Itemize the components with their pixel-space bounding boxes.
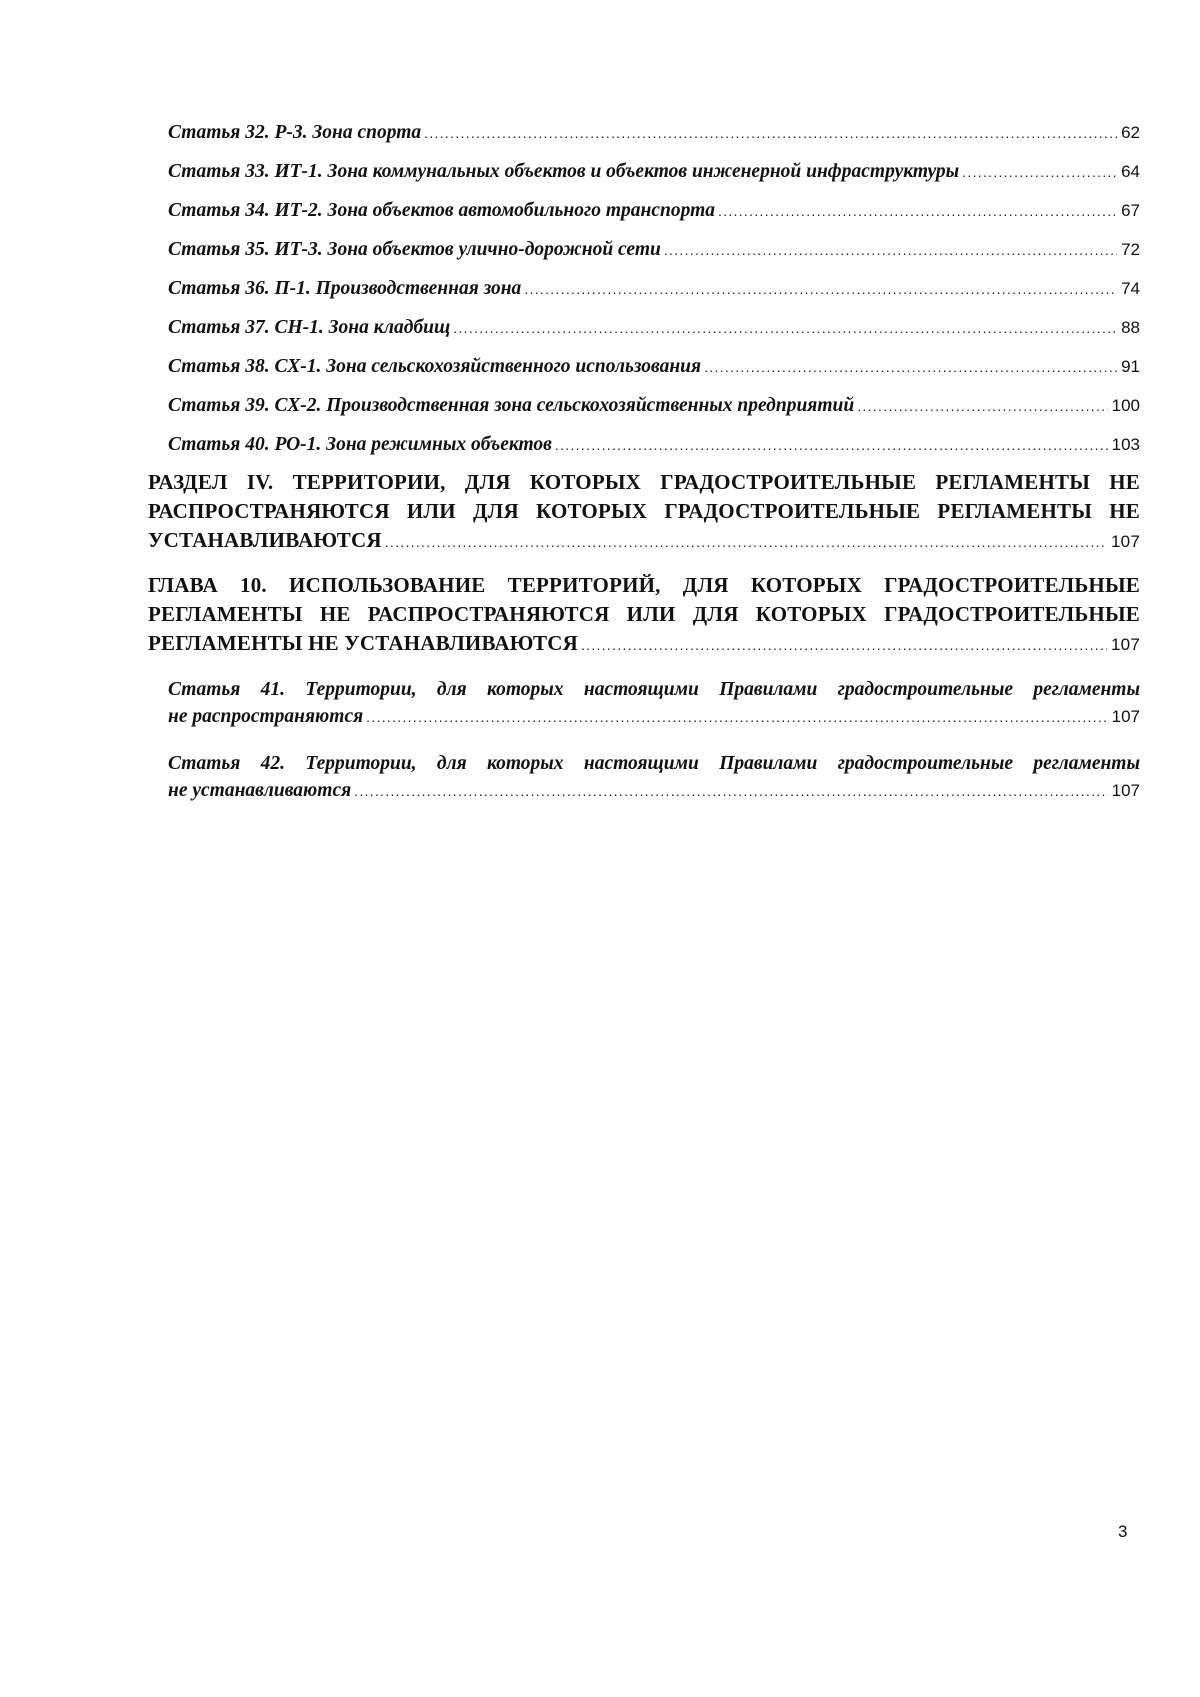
dot-leader xyxy=(555,426,1108,465)
dot-leader xyxy=(664,231,1117,270)
toc-entry-chapter-10[interactable] xyxy=(148,571,1140,670)
toc-entry-page: 64 xyxy=(1121,162,1140,181)
dot-leader xyxy=(385,528,1107,557)
toc-entry-article-33[interactable] xyxy=(148,152,1140,191)
toc-entry-article-34[interactable] xyxy=(148,191,1140,230)
toc-entry-page: 72 xyxy=(1121,240,1140,259)
toc-entry-title: Статья 32. Р-3. Зона спорта xyxy=(168,122,422,143)
toc-entry-article-37[interactable] xyxy=(148,308,1140,347)
dot-leader xyxy=(524,270,1117,309)
toc-entry-title: Статья 33. ИТ-1. Зона коммунальных объектов и объектов инженерной инфраструктуры xyxy=(168,161,960,182)
toc-entry-article-35[interactable] xyxy=(148,230,1140,269)
toc-entry-title-line-1: Статья 41. Территории, для которых настоящими Правилами градостроительные регламенты xyxy=(168,679,1140,700)
dot-leader xyxy=(581,631,1107,660)
dot-leader xyxy=(962,153,1117,192)
toc-entry-page: 100 xyxy=(1111,396,1140,415)
toc-entry-title: Статья 37. СН-1. Зона кладбищ xyxy=(168,317,451,338)
toc-entry-article-32[interactable] xyxy=(148,113,1140,152)
toc-entry-title-line-1: РАЗДЕЛ IV. ТЕРРИТОРИИ, ДЛЯ КОТОРЫХ ГРАДОСТРОИТЕЛЬНЫЕ РЕГЛАМЕНТЫ НЕ xyxy=(148,470,1140,494)
toc-entry-page: 107 xyxy=(1111,532,1140,551)
toc-entry-page: 107 xyxy=(1111,707,1140,726)
toc-entry-page: 88 xyxy=(1121,318,1140,337)
dot-leader xyxy=(857,387,1107,426)
toc-entry-title: Статья 40. РО-1. Зона режимных объектов xyxy=(168,434,552,455)
toc-entry-title-line-2: не распространяются xyxy=(168,706,364,727)
toc-entry-article-36[interactable] xyxy=(148,269,1140,308)
toc-entry-title-line-1: ГЛАВА 10. ИСПОЛЬЗОВАНИЕ ТЕРРИТОРИЙ, ДЛЯ КОТОРЫХ ГРАДОСТРОИТЕЛЬНЫЕ xyxy=(148,573,1140,597)
toc-entry-page: 107 xyxy=(1111,781,1140,800)
toc-entry-article-40[interactable] xyxy=(148,425,1140,464)
toc-entry-page: 91 xyxy=(1121,357,1140,376)
dot-leader xyxy=(453,309,1117,348)
toc-entry-title-line-3: РЕГЛАМЕНТЫ НЕ УСТАНАВЛИВАЮТСЯ xyxy=(148,631,578,655)
dot-leader xyxy=(424,114,1117,153)
toc-entry-page: 103 xyxy=(1111,435,1140,454)
toc-entry-title-line-2: РАСПРОСТРАНЯЮТСЯ ИЛИ ДЛЯ КОТОРЫХ ГРАДОСТРОИТЕЛЬНЫЕ РЕГЛАМЕНТЫ НЕ xyxy=(148,499,1140,523)
dot-leader xyxy=(366,704,1107,731)
page-number: 3 xyxy=(1118,1522,1128,1541)
table-of-contents xyxy=(148,113,1140,818)
toc-entry-article-38[interactable] xyxy=(148,347,1140,386)
dot-leader xyxy=(354,778,1107,805)
toc-entry-page: 62 xyxy=(1121,123,1140,142)
toc-entry-article-42[interactable] xyxy=(148,750,1140,818)
toc-entry-title-line-3: УСТАНАВЛИВАЮТСЯ xyxy=(148,528,382,552)
toc-entry-section-4[interactable] xyxy=(148,468,1140,567)
toc-entry-title: Статья 38. СХ-1. Зона сельскохозяйственного использования xyxy=(168,356,702,377)
toc-entry-page: 74 xyxy=(1121,279,1140,298)
toc-entry-page: 107 xyxy=(1111,635,1140,654)
toc-entry-title-line-2: РЕГЛАМЕНТЫ НЕ РАСПРОСТРАНЯЮТСЯ ИЛИ ДЛЯ КОТОРЫХ ГРАДОСТРОИТЕЛЬНЫЕ xyxy=(148,602,1140,626)
dot-leader xyxy=(718,192,1117,231)
toc-entry-title: Статья 35. ИТ-3. Зона объектов улично-дорожной сети xyxy=(168,239,661,260)
toc-entry-title-line-1: Статья 42. Территории, для которых настоящими Правилами градостроительные регламенты xyxy=(168,753,1140,774)
dot-leader xyxy=(704,348,1117,387)
toc-entry-article-39[interactable] xyxy=(148,386,1140,425)
toc-entry-title-line-2: не устанавливаются xyxy=(168,780,352,801)
toc-entry-title: Статья 39. СХ-2. Производственная зона сельскохозяйственных предприятий xyxy=(168,395,855,416)
toc-entry-article-41[interactable] xyxy=(148,676,1140,744)
toc-entry-title: Статья 34. ИТ-2. Зона объектов автомобильного транспорта xyxy=(168,200,715,221)
toc-entry-title: Статья 36. П-1. Производственная зона xyxy=(168,278,522,299)
toc-entry-page: 67 xyxy=(1121,201,1140,220)
